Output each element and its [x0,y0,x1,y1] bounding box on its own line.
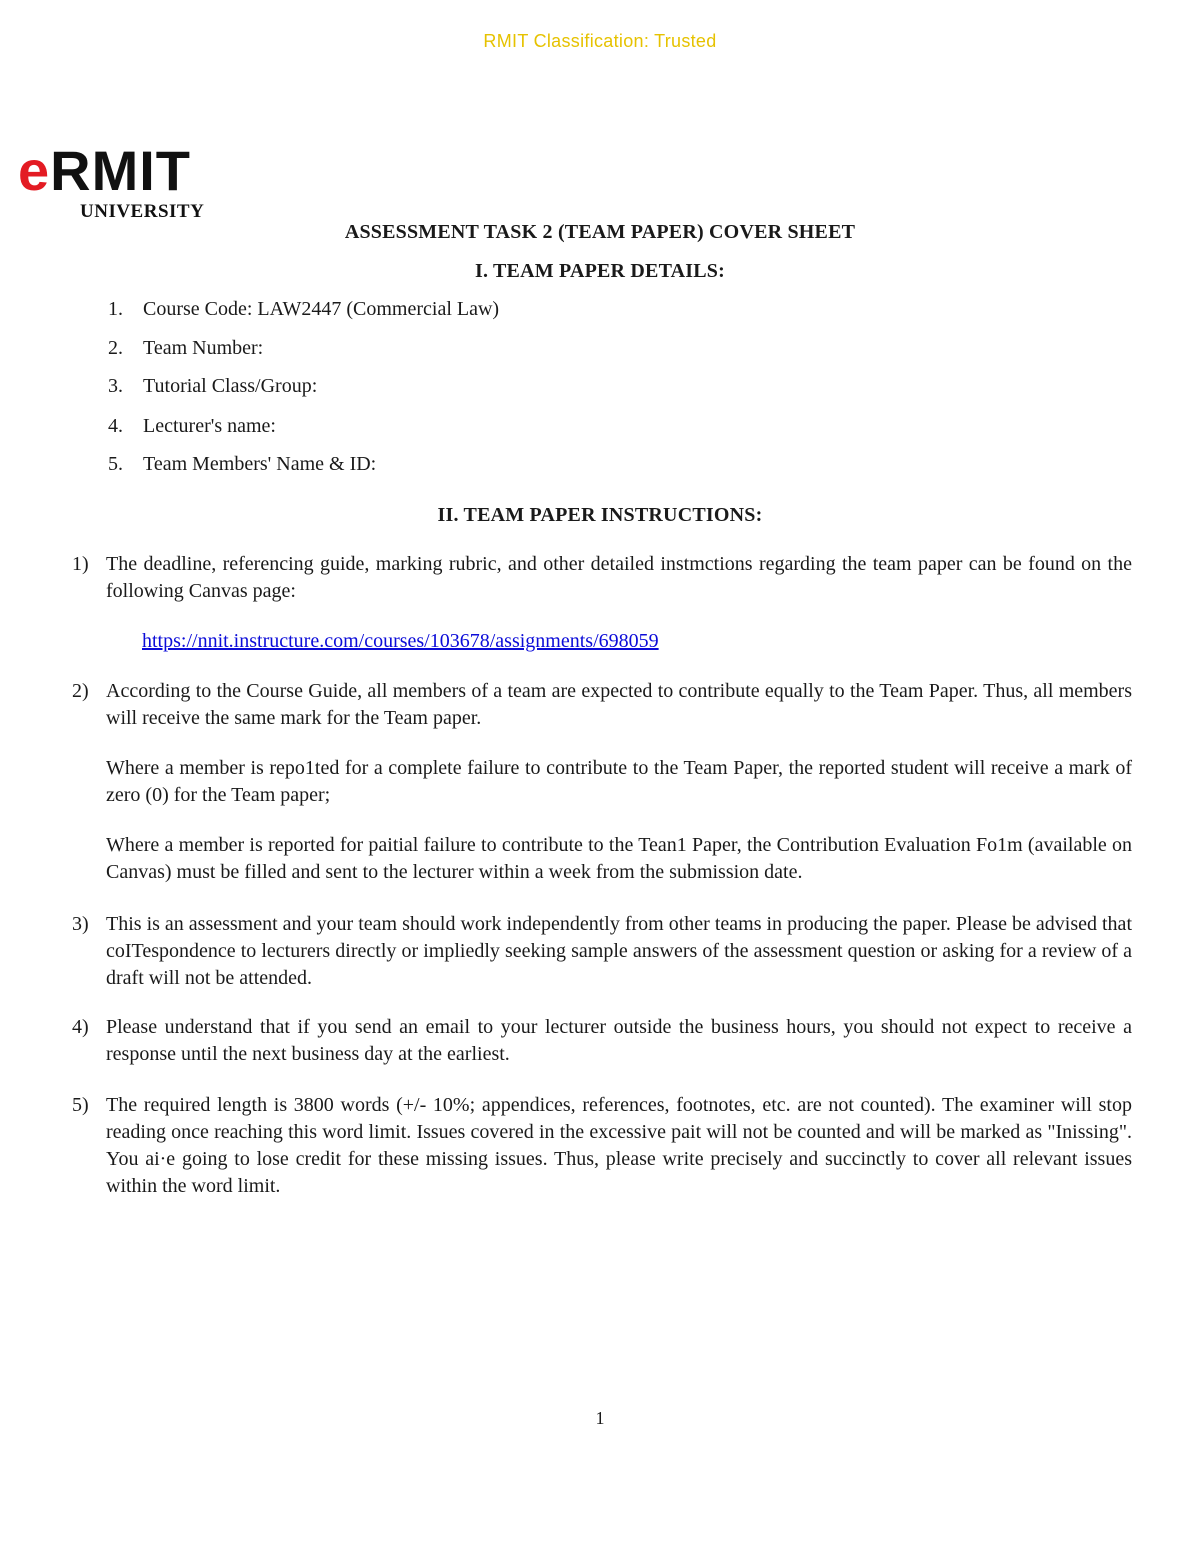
detail-text: Tutorial Class/Group: [143,375,318,397]
instruction-item-3 [72,911,1132,992]
instruction-number: 3) [72,913,89,935]
instruction-text: The required length is 3800 words (+/- 10%; appendices, references, footnotes, etc. are not counted). The examiner will stop reading once reaching this word limit. Issues covered in the excessive pait will not be counted and will be marked as "Inissing". You ai·e going to lose credit for these missing issues. Thus, please write precisely and succinctly to cover all relevant issues within the word limit. [106,1094,1132,1197]
canvas-assignment-link[interactable]: https://nnit.instructure.com/courses/103678/assignments/698059 [142,630,659,652]
detail-item [108,298,499,321]
instruction-text: Where a member is reported for paitial failure to contribute to the Tean1 Paper, the Contribution Evaluation Fo1m (available on Canvas) must be filled and sent to the lecturer within a week from the submission date. [106,834,1132,883]
detail-item [108,375,317,398]
instruction-text: Please understand that if you send an email to your lecturer outside the business hours, you should not expect to receive a response until the next business day at the earliest. [106,1016,1132,1065]
page-number: 1 [595,1408,605,1428]
instruction-item-4 [72,1014,1132,1068]
instruction-item-5 [72,1092,1132,1200]
detail-number: 4. [108,415,123,437]
instruction-item-1 [72,551,1132,655]
detail-item [108,415,276,438]
instruction-text: According to the Course Guide, all members of a team are expected to contribute equally to the Team Paper. Thus, all members will receive the same mark for the Team paper. [106,680,1132,729]
logo-mark-rmit: RMIT [50,139,192,202]
classification-label: RMIT Classification: Trusted [483,31,717,51]
instruction-number: 1) [72,553,89,575]
detail-item [108,453,376,476]
logo-subtitle: UNIVERSITY [80,201,205,222]
detail-number: 5. [108,453,123,475]
detail-number: 2. [108,337,123,359]
instruction-number: 4) [72,1016,89,1038]
section-details-heading: I. TEAM PAPER DETAILS: [475,260,725,282]
detail-item [108,337,263,360]
rmit-logo [18,139,218,223]
detail-text: Team Members' Name & ID: [143,453,377,475]
instruction-text: Where a member is repo1ted for a complete failure to contribute to the Team Paper, the reported student will receive a mark of zero (0) for the Team paper; [106,757,1132,806]
logo-wordmark [18,139,192,202]
detail-text: Course Code: LAW2447 (Commercial Law) [143,298,500,320]
detail-number: 3. [108,375,123,397]
instruction-number: 5) [72,1094,89,1116]
detail-number: 1. [108,298,123,320]
instruction-text: This is an assessment and your team should work independently from other teams in producing the paper. Please be advised that coITespondence to lecturers directly or impliedly seeking sample answers of the assessment question or asking for a review of a draft will not be attended. [106,913,1132,989]
detail-text: Team Number: [143,337,264,359]
instruction-number: 2) [72,680,89,702]
section-instructions-heading: II. TEAM PAPER INSTRUCTIONS: [437,504,763,526]
instruction-text: The deadline, referencing guide, marking rubric, and other detailed instmctions regarding the team paper can be found on the following Canvas page: [106,553,1132,602]
instruction-item-2 [72,678,1132,886]
logo-mark-e: e [18,139,51,202]
detail-text: Lecturer's name: [143,415,276,437]
document-title: ASSESSMENT TASK 2 (TEAM PAPER) COVER SHEET [344,221,856,243]
